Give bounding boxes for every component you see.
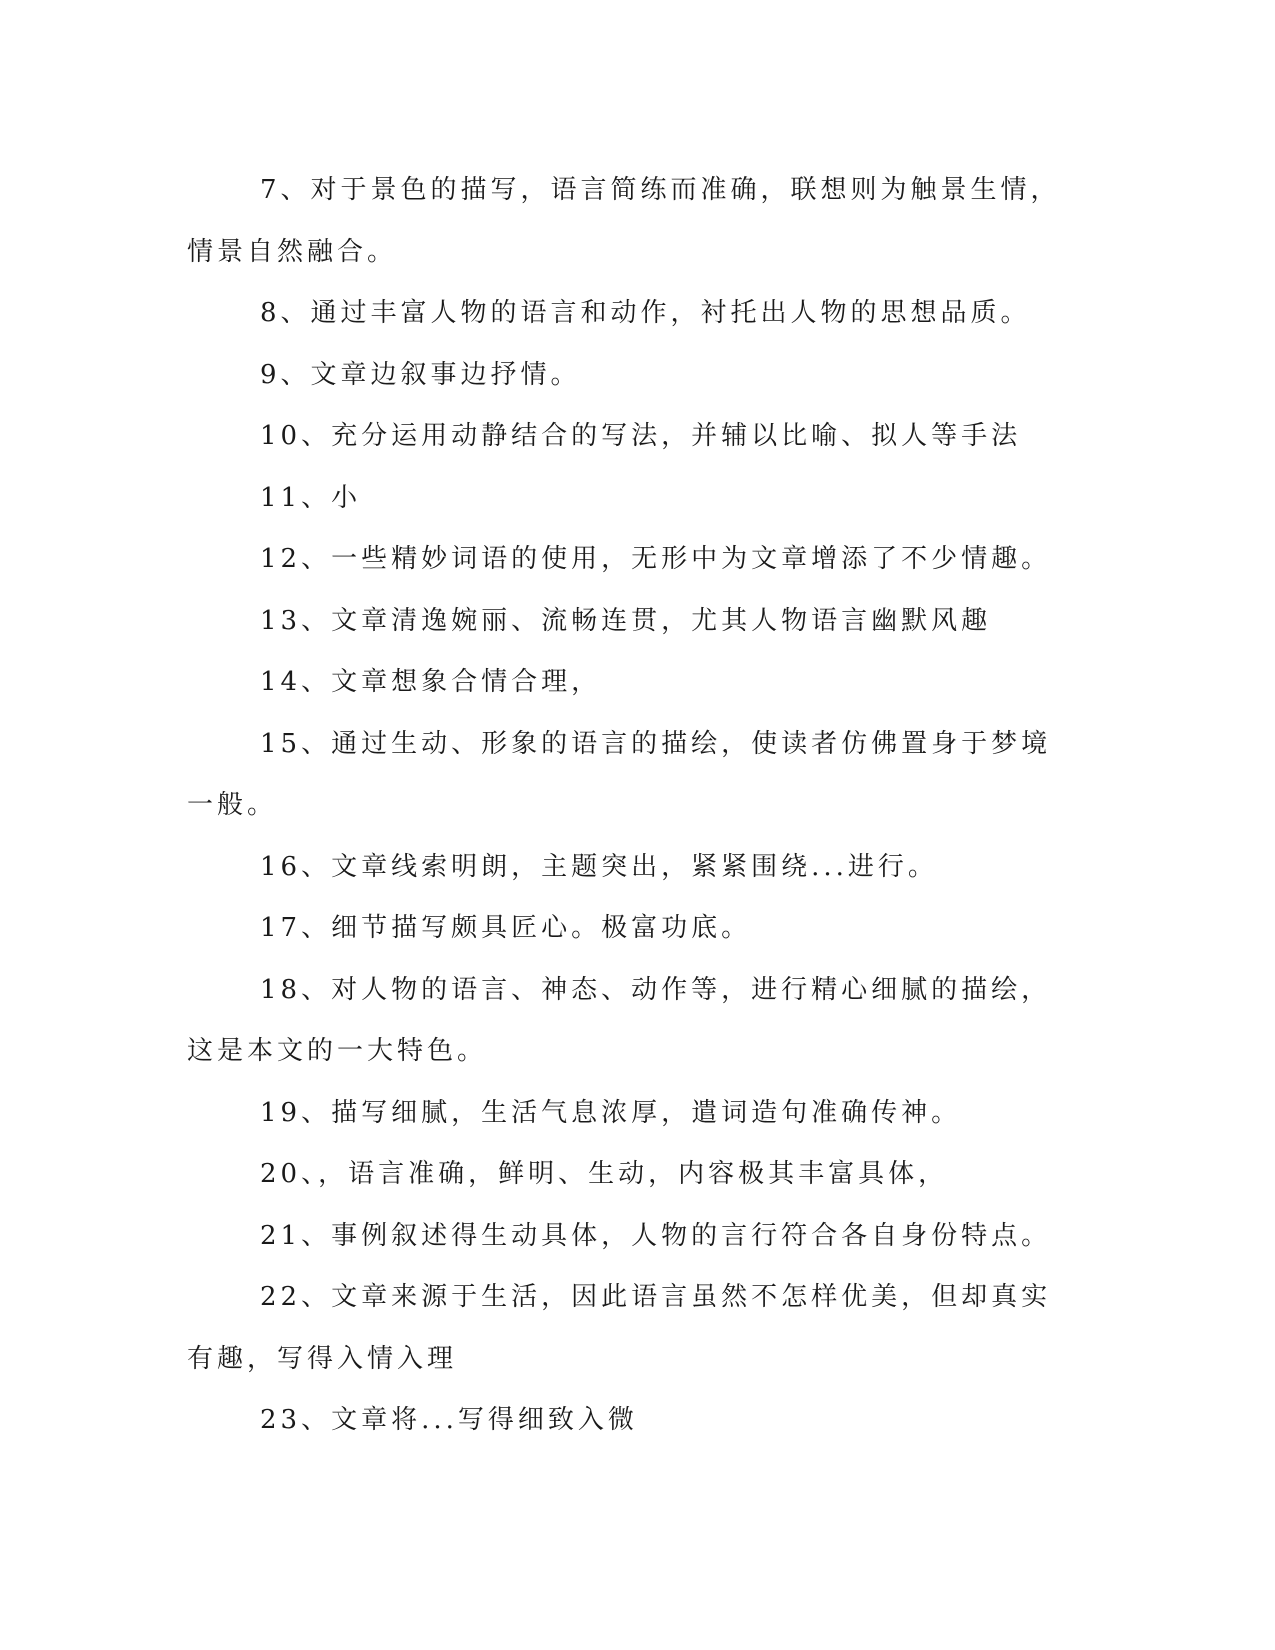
paragraph-14: 14、文章想象合情合理，	[260, 667, 602, 697]
paragraph-9: 9、文章边叙事边抒情。	[260, 359, 581, 390]
paragraph-7: 7、对于景色的描写，语言简练而准确，联想则为触景生情，情景自然融合。	[187, 175, 1061, 267]
document-body	[187, 160, 1077, 1452]
paragraph-12: 12、一些精妙词语的使用，无形中为文章增添了不少情趣。	[260, 544, 1052, 574]
paragraph-22: 22、文章来源于生活，因此语言虽然不怎样优美，但却真实有趣，写得入情入理	[187, 1282, 1052, 1374]
paragraph-17: 17、细节描写颇具匠心。极富功底。	[260, 913, 752, 943]
paragraph-10: 10、充分运用动静结合的写法，并辅以比喻、拟人等手法	[260, 421, 1022, 451]
paragraph-11: 11、小	[260, 482, 362, 513]
paragraph-16: 16、文章线索明朗，主题突出，紧紧围绕...进行。	[260, 851, 938, 882]
paragraph-20: 20、，语言准确，鲜明、生动，内容极其丰富具体，	[260, 1159, 949, 1189]
paragraph-19: 19、描写细腻，生活气息浓厚，遣词造句准确传神。	[260, 1097, 962, 1128]
paragraph-15: 15、通过生动、形象的语言的描绘，使读者仿佛置身于梦境一般。	[187, 728, 1052, 820]
paragraph-23: 23、文章将...写得细致入微	[260, 1405, 638, 1435]
paragraph-21: 21、事例叙述得生动具体，人物的言行符合各自身份特点。	[260, 1220, 1052, 1251]
paragraph-8: 8、通过丰富人物的语言和动作，衬托出人物的思想品质。	[260, 298, 1031, 328]
paragraph-13: 13、文章清逸婉丽、流畅连贯，尤其人物语言幽默风趣	[260, 605, 992, 636]
paragraph-18: 18、对人物的语言、神态、动作等，进行精心细腻的描绘，这是本文的一大特色。	[187, 974, 1052, 1066]
